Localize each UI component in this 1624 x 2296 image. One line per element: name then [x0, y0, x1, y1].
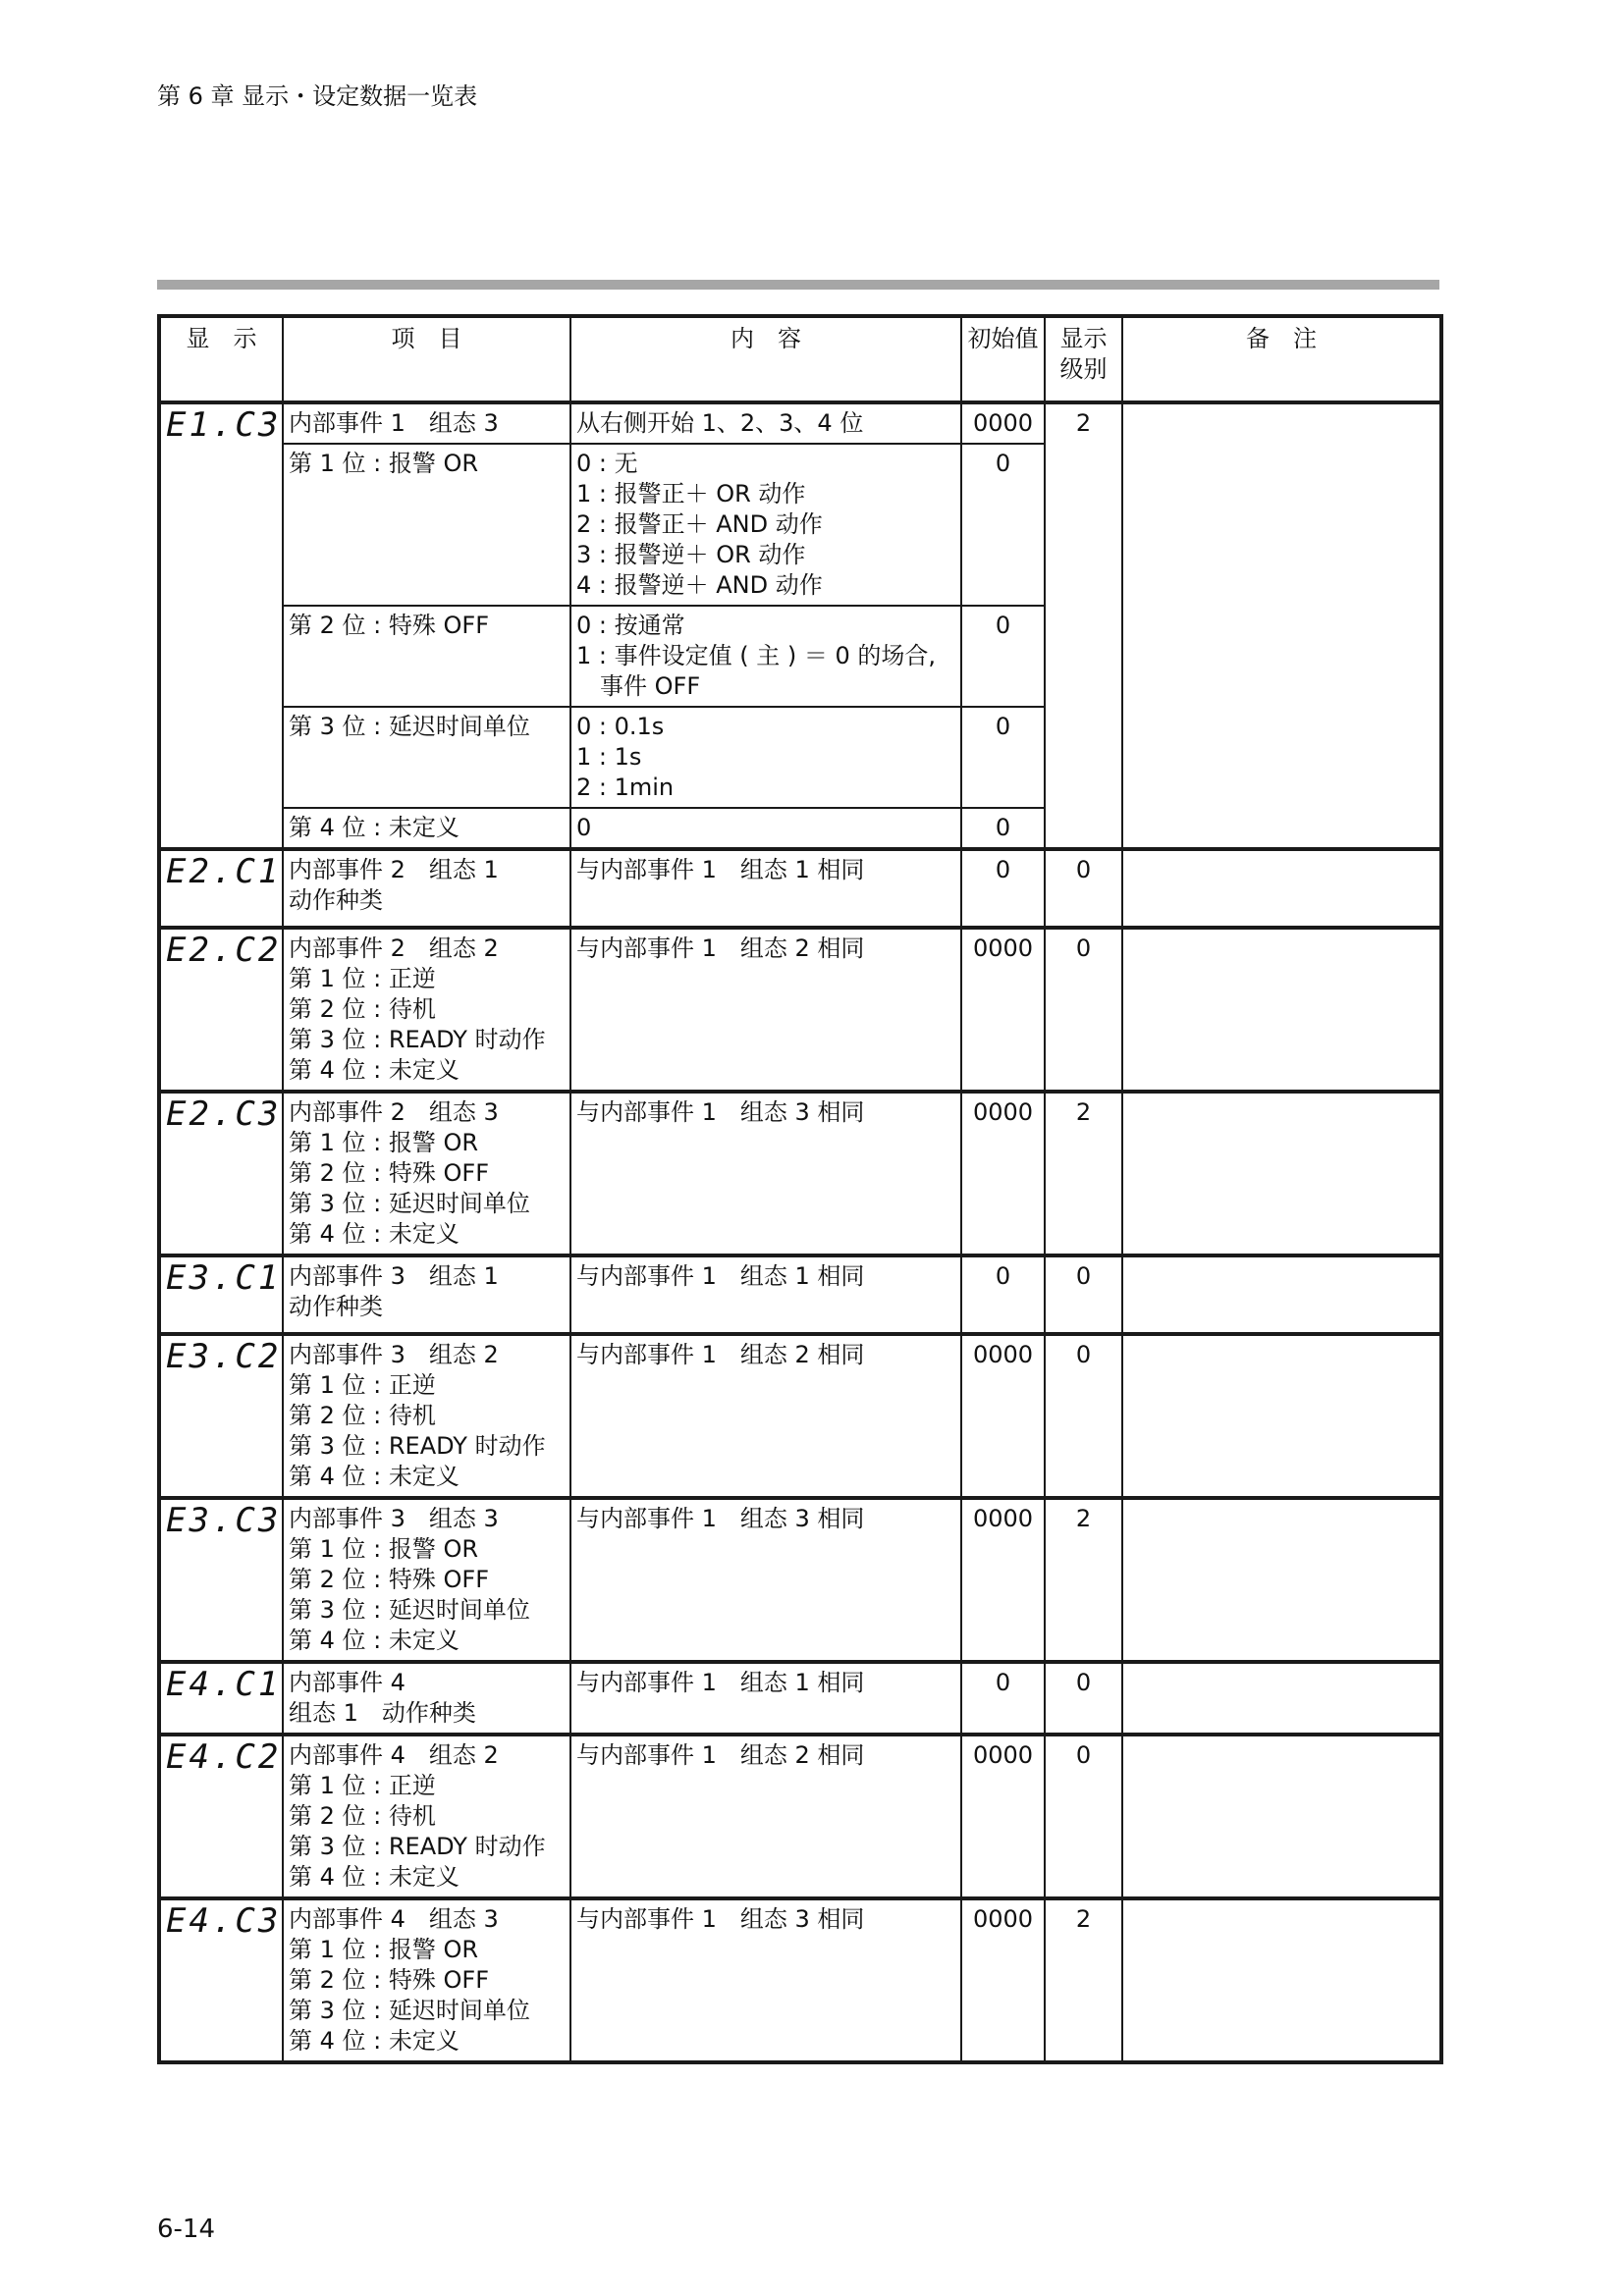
- initial-value: 0000: [961, 1092, 1045, 1255]
- initial-value: 0: [961, 849, 1045, 928]
- content-cell: 0 : 无 1 : 报警正＋ OR 动作 2 : 报警正＋ AND 动作 3 : 报警逆＋ OR 动作 4 : 报警逆＋ AND 动作: [570, 444, 961, 606]
- display-code: E4.C2: [159, 1735, 283, 1898]
- display-code: E3.C1: [159, 1255, 283, 1334]
- note-cell: [1122, 1498, 1441, 1662]
- display-level: 0: [1045, 1334, 1122, 1498]
- settings-table: [157, 314, 1443, 2064]
- item-cell: 内部事件 3 组态 3 第 1 位 : 报警 OR 第 2 位 : 特殊 OFF 第 3 位 : 延迟时间单位 第 4 位 : 未定义: [283, 1498, 570, 1662]
- display-level: 2: [1045, 1498, 1122, 1662]
- note-cell: [1122, 1662, 1441, 1735]
- col-header-content: 内 容: [570, 316, 961, 402]
- table-row: [159, 402, 1441, 444]
- table-header-row: [159, 316, 1441, 402]
- initial-value: 0: [961, 1662, 1045, 1735]
- note-cell: [1122, 928, 1441, 1092]
- item-cell: 第 3 位 : 延迟时间单位: [283, 707, 570, 808]
- initial-value: 0000: [961, 1498, 1045, 1662]
- note-cell: [1122, 1735, 1441, 1898]
- display-level: 2: [1045, 402, 1122, 849]
- content-cell: 与内部事件 1 组态 3 相同: [570, 1898, 961, 2062]
- content-cell: 与内部事件 1 组态 2 相同: [570, 1334, 961, 1498]
- display-level: 0: [1045, 1255, 1122, 1334]
- table-row: [159, 1498, 1441, 1662]
- table-row: [159, 1662, 1441, 1735]
- display-code: E2.C2: [159, 928, 283, 1092]
- table-row: [159, 1255, 1441, 1334]
- display-code: E3.C3: [159, 1498, 283, 1662]
- table-row: [159, 1092, 1441, 1255]
- item-cell: 内部事件 4 组态 3 第 1 位 : 报警 OR 第 2 位 : 特殊 OFF 第 3 位 : 延迟时间单位 第 4 位 : 未定义: [283, 1898, 570, 2062]
- item-cell: 内部事件 4 组态 1 动作种类: [283, 1662, 570, 1735]
- initial-value: 0000: [961, 402, 1045, 444]
- item-cell: 第 1 位 : 报警 OR: [283, 444, 570, 606]
- initial-value: 0: [961, 606, 1045, 707]
- page-number: 6-14: [157, 2215, 216, 2244]
- display-code: E2.C3: [159, 1092, 283, 1255]
- table-row: [159, 928, 1441, 1092]
- item-cell: 内部事件 2 组态 1 动作种类: [283, 849, 570, 928]
- item-cell: 第 4 位 : 未定义: [283, 808, 570, 849]
- display-code: E4.C3: [159, 1898, 283, 2062]
- initial-value: 0: [961, 1255, 1045, 1334]
- col-header-item: 项 目: [283, 316, 570, 402]
- item-cell: 第 2 位 : 特殊 OFF: [283, 606, 570, 707]
- display-level: 0: [1045, 1662, 1122, 1735]
- table-row: [159, 1735, 1441, 1898]
- initial-value: 0: [961, 707, 1045, 808]
- content-cell: 与内部事件 1 组态 1 相同: [570, 1662, 961, 1735]
- content-cell: 0 : 0.1s 1 : 1s 2 : 1min: [570, 707, 961, 808]
- display-code: E3.C2: [159, 1334, 283, 1498]
- item-cell: 内部事件 3 组态 2 第 1 位 : 正逆 第 2 位 : 待机 第 3 位 : READY 时动作 第 4 位 : 未定义: [283, 1334, 570, 1498]
- content-cell: 与内部事件 1 组态 2 相同: [570, 928, 961, 1092]
- table-row: [159, 849, 1441, 928]
- display-level: 2: [1045, 1092, 1122, 1255]
- item-cell: 内部事件 4 组态 2 第 1 位 : 正逆 第 2 位 : 待机 第 3 位 : READY 时动作 第 4 位 : 未定义: [283, 1735, 570, 1898]
- col-header-display: 显 示: [159, 316, 283, 402]
- col-header-level: 显示 级别: [1045, 316, 1122, 402]
- note-cell: [1122, 402, 1441, 849]
- initial-value: 0000: [961, 1735, 1045, 1898]
- item-cell: 内部事件 2 组态 2 第 1 位 : 正逆 第 2 位 : 待机 第 3 位 : READY 时动作 第 4 位 : 未定义: [283, 928, 570, 1092]
- content-cell: 与内部事件 1 组态 3 相同: [570, 1092, 961, 1255]
- table-row: [159, 1898, 1441, 2062]
- table-row: [159, 1334, 1441, 1498]
- note-cell: [1122, 1255, 1441, 1334]
- display-level: 0: [1045, 928, 1122, 1092]
- section-rule: [157, 280, 1439, 290]
- col-header-note: 备 注: [1122, 316, 1441, 402]
- display-code: E4.C1: [159, 1662, 283, 1735]
- initial-value: 0: [961, 444, 1045, 606]
- content-cell: 与内部事件 1 组态 3 相同: [570, 1498, 961, 1662]
- content-cell: 与内部事件 1 组态 1 相同: [570, 849, 961, 928]
- content-cell: 0 : 按通常 1 : 事件设定值 ( 主 ) ＝ 0 的场合, 事件 OFF: [570, 606, 961, 707]
- display-code: E2.C1: [159, 849, 283, 928]
- note-cell: [1122, 1092, 1441, 1255]
- display-level: 0: [1045, 849, 1122, 928]
- initial-value: 0000: [961, 1898, 1045, 2062]
- note-cell: [1122, 1334, 1441, 1498]
- content-cell: 与内部事件 1 组态 1 相同: [570, 1255, 961, 1334]
- display-code: E1.C3: [159, 402, 283, 849]
- display-level: 0: [1045, 1735, 1122, 1898]
- note-cell: [1122, 849, 1441, 928]
- content-cell: 从右侧开始 1、2、3、4 位: [570, 402, 961, 444]
- initial-value: 0: [961, 808, 1045, 849]
- item-cell: 内部事件 2 组态 3 第 1 位 : 报警 OR 第 2 位 : 特殊 OFF 第 3 位 : 延迟时间单位 第 4 位 : 未定义: [283, 1092, 570, 1255]
- initial-value: 0000: [961, 1334, 1045, 1498]
- display-level: 2: [1045, 1898, 1122, 2062]
- col-header-initial: 初始值: [961, 316, 1045, 402]
- note-cell: [1122, 1898, 1441, 2062]
- item-cell: 内部事件 1 组态 3: [283, 402, 570, 444]
- content-cell: 0: [570, 808, 961, 849]
- item-cell: 内部事件 3 组态 1 动作种类: [283, 1255, 570, 1334]
- chapter-header: 第 6 章 显示・设定数据一览表: [157, 82, 478, 110]
- initial-value: 0000: [961, 928, 1045, 1092]
- content-cell: 与内部事件 1 组态 2 相同: [570, 1735, 961, 1898]
